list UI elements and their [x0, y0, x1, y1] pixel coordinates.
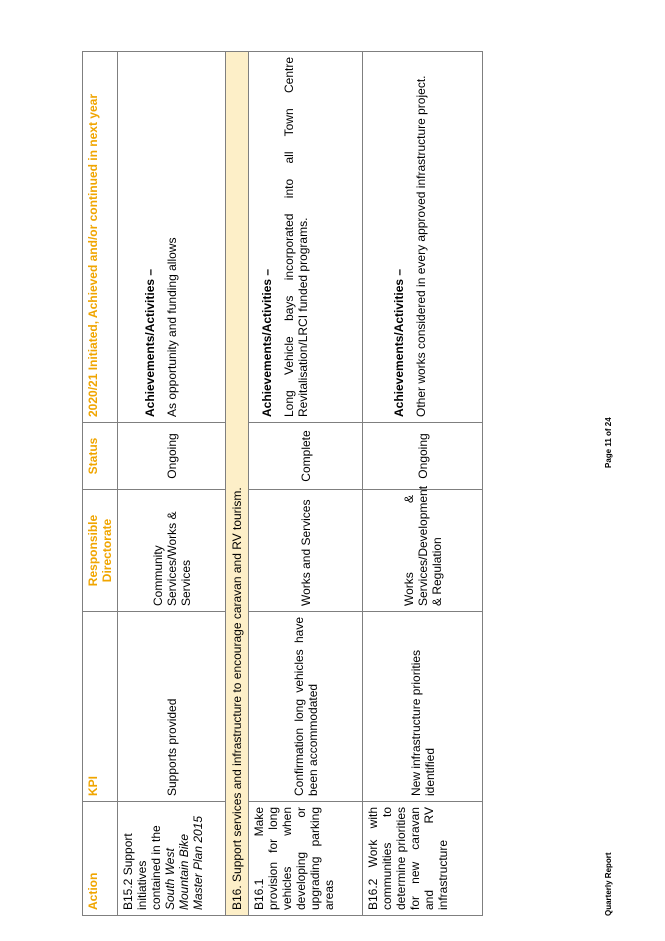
- action-cell: B16.1 Make provision for long vehicles when developing or upgrading parking areas: [249, 802, 363, 916]
- table-row: [118, 52, 226, 916]
- kpi-cell: Supports provided: [118, 612, 226, 802]
- directorate-cell: Works & Services/Development & Regulation: [363, 490, 483, 612]
- achievements-title: Achievements/Activities –: [143, 268, 157, 417]
- section-row: [226, 52, 249, 916]
- action-cell: [118, 802, 226, 916]
- achievements-cell: [249, 52, 363, 423]
- header-kpi: KPI: [83, 612, 118, 802]
- header-achieved: 2020/21 Initiated, Achieved and/or continued in next year: [83, 52, 118, 423]
- header-action: Action: [83, 802, 118, 916]
- directorate-cell: Community Services/Works & Services: [118, 490, 226, 612]
- directorate-cell: Works and Services: [249, 490, 363, 612]
- achievements-cell: [118, 52, 226, 423]
- status-cell: Complete: [249, 423, 363, 490]
- header-row: [83, 52, 118, 916]
- achievements-text: As opportunity and funding allows: [165, 237, 179, 417]
- kpi-cell: New infrastructure priorities identified: [363, 612, 483, 802]
- report-label: Quarterly Report: [604, 852, 613, 916]
- achievements-text: Other works considered in every approved infrastructure project.: [414, 75, 428, 417]
- table-row: [249, 52, 363, 916]
- page-number: Page 11 of 24: [604, 417, 613, 468]
- action-plan-table: [82, 51, 483, 916]
- achievements-cell: [363, 52, 483, 423]
- table-row: [363, 52, 483, 916]
- header-status: Status: [83, 423, 118, 490]
- status-cell: Ongoing: [363, 423, 483, 490]
- achievements-title: Achievements/Activities –: [392, 268, 406, 417]
- kpi-cell: Confirmation long vehicles have been accommodated: [249, 612, 363, 802]
- action-text: B15.2 Support initiatives contained in the: [121, 825, 163, 910]
- header-directorate: Responsible Directorate: [83, 490, 118, 612]
- section-heading: B16. Support services and infrastructure to encourage caravan and RV tourism.: [226, 52, 249, 916]
- action-cell: B16.2 Work with communities to determine priorities for new caravan and RV infrastructure: [363, 802, 483, 916]
- action-emphasis: South West Mountain Bike Master Plan 2015: [163, 815, 205, 910]
- status-cell: Ongoing: [118, 423, 226, 490]
- achievements-text: Long Vehicle bays incorporated into all Town Centre Revitalisation/LRCI funded programs.: [282, 57, 310, 417]
- rotated-table-container: [82, 52, 503, 916]
- achievements-title: Achievements/Activities –: [260, 268, 274, 417]
